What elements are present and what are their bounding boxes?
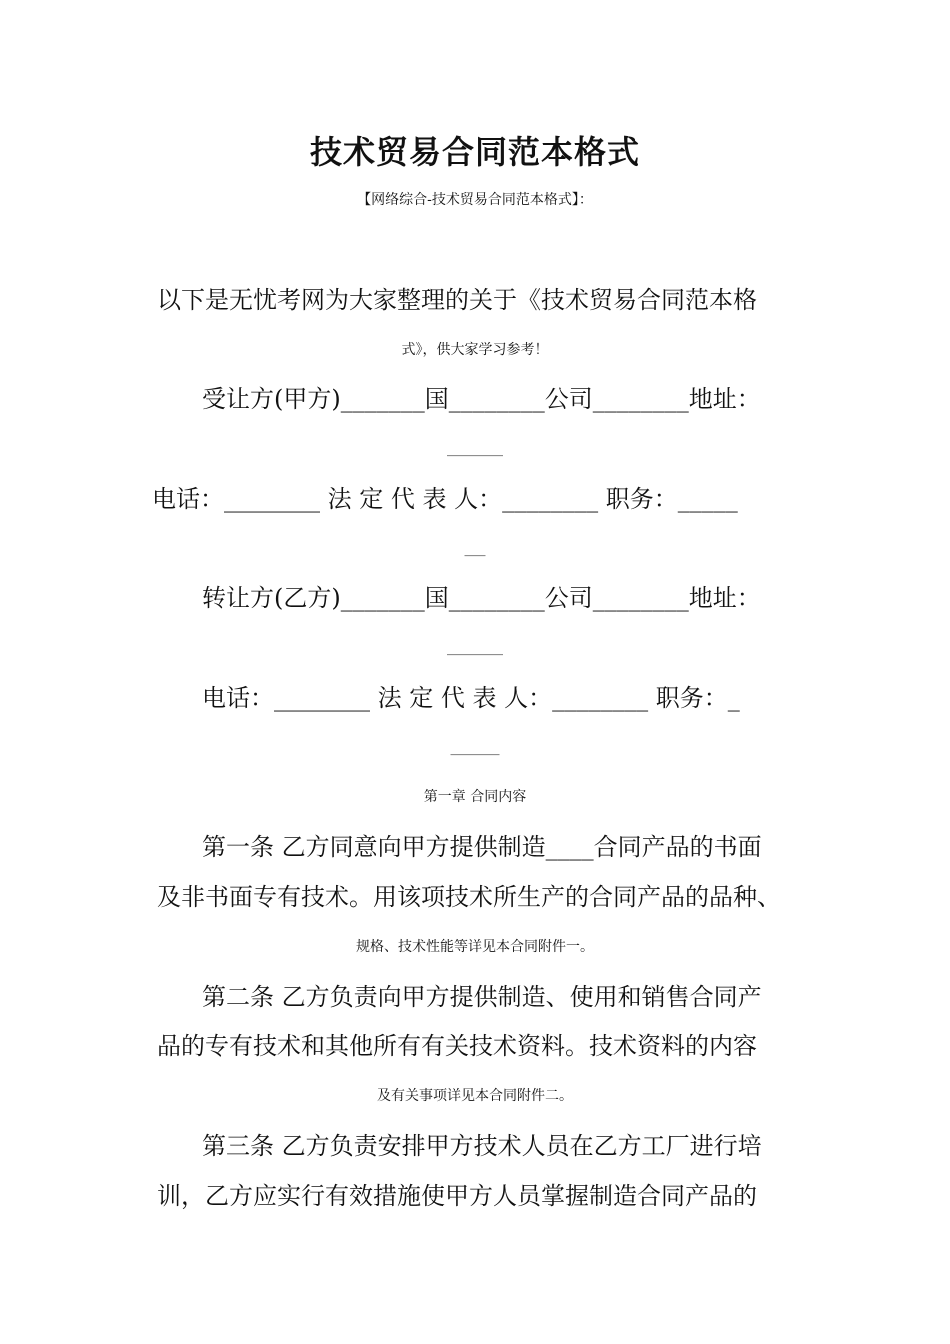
chapter-1-heading: 第一章 合同内容 (423, 789, 527, 805)
article-2-line-1: 第二条 乙方负责向甲方提供制造、使用和销售合同产 (202, 983, 762, 1011)
party-a-line-1: 受让方(甲方)_______国________公司________地址： (202, 385, 761, 413)
party-b-line-1: 转让方(乙方)_______国________公司________地址： (202, 584, 761, 612)
intro-line-2: 式》，供大家学习参考！ (401, 342, 549, 358)
article-3-line-2: 训，乙方应实行有效措施使甲方人员掌握制造合同产品的 (157, 1182, 757, 1210)
party-a-line-3: 电话：________ 法 定 代 表 人：________ 职务：_____ (152, 485, 738, 513)
article-1-line-2: 及非书面专有技术。用该项技术所生产的合同产品的品种、 (157, 883, 781, 911)
party-b-line-4: _______ (450, 740, 500, 756)
article-1-line-3: 规格、技术性能等详见本合同附件一。 (356, 939, 594, 955)
document-subtitle: 【网络综合-技术贸易合同范本格式】： (357, 192, 593, 208)
document-title: 技术贸易合同范本格式 (309, 133, 640, 171)
article-2-line-2: 品的专有技术和其他所有有关技术资料。技术资料的内容 (157, 1032, 757, 1060)
party-a-line-2: ________ (447, 441, 503, 457)
article-2-line-3: 及有关事项详见本合同附件二。 (377, 1088, 573, 1104)
article-3-line-1: 第三条 乙方负责安排甲方技术人员在乙方工厂进行培 (202, 1132, 762, 1160)
party-b-line-3: 电话：________ 法 定 代 表 人：________ 职务：_ (202, 684, 740, 712)
article-1-line-1: 第一条 乙方同意向甲方提供制造____合同产品的书面 (202, 833, 762, 861)
party-b-line-2: ________ (447, 640, 503, 656)
intro-line-1: 以下是无忧考网为大家整理的关于《技术贸易合同范本格 (157, 286, 757, 314)
party-a-line-4: ___ (464, 541, 486, 557)
